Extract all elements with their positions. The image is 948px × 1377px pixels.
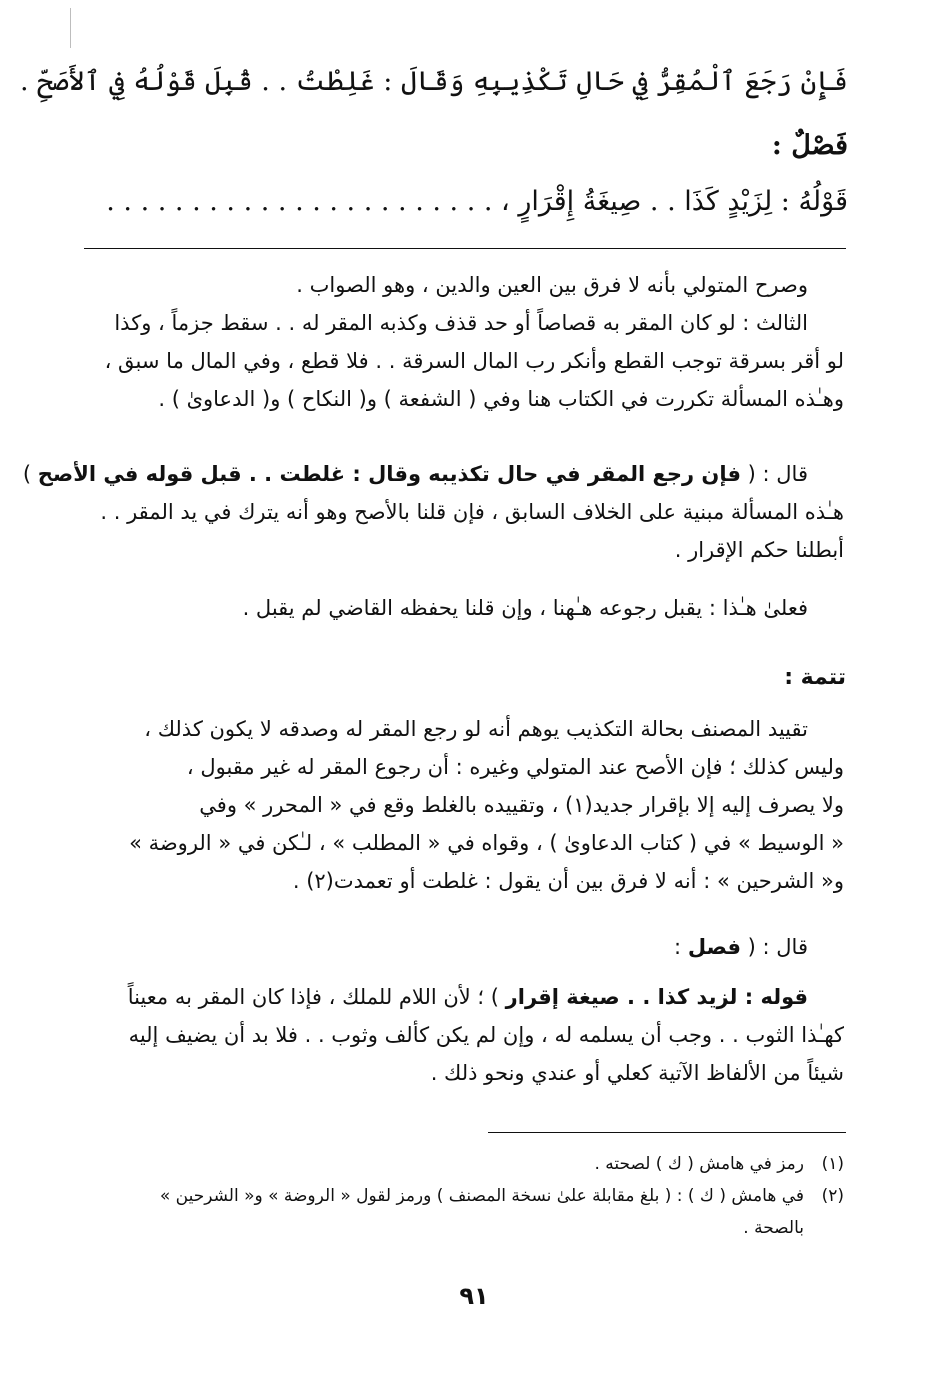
- tatimma-line: « الوسيط » في ( كتاب الدعاوىٰ ) ، وقواه في « المطلب » ، لـٰكن في « الروضة »: [129, 831, 844, 855]
- qawluhu-line: شيئاً من الألفاظ الآتية كعلي أو عندي ونحو ذلك .: [430, 1061, 844, 1085]
- footnote-text: في هامش ( ك ) : ( بلغ مقابلة علىٰ نسخة المصنف ) ورمز لقول « الروضة » و« الشرحين »: [159, 1186, 804, 1206]
- footnote-text: رمز في هامش ( ك ) لصحته .: [594, 1154, 804, 1174]
- footnote-number: (١): [821, 1154, 844, 1174]
- matn-line-3: قَوْلُهُ : لِزَيْدٍ كَذَا . . صِيغَةُ إِقْرَارٍ ، . . . . . . . . . . . . . . . . . . . . . . .: [106, 186, 848, 217]
- footnote-separator-rule: [488, 1132, 846, 1133]
- commentary-line: الثالث : لو كان المقر به قصاصاً أو حد قذف وكذبه المقر له . . سقط جزماً ، وكذا: [114, 311, 808, 335]
- page-edge-mark: [70, 8, 71, 48]
- qala-suffix: ): [22, 462, 38, 486]
- qala-paragraph-2: [74, 928, 844, 966]
- matn-line-1: فَإِنْ رَجَعَ ٱلْمُقِرُّ فِي حَالِ تَكْذِيبِهِ وَقَالَ : غَلِطْتُ . . قُبِلَ قَوْلُهُ فِي ٱلأَصَحِّ .: [19, 66, 848, 97]
- footnotes: [74, 1148, 844, 1244]
- tatimma-line: و« الشرحين » : أنه لا فرق بين أن يقول : غلطت أو تعمدت(٢) .: [292, 869, 844, 893]
- tatimma-line: وليس كذلك ؛ فإن الأصح عند المتولي وغيره : أن رجوع المقر له غير مقبول ،: [186, 755, 844, 779]
- qawluhu-rest: ) ؛ لأن اللام للملك ، فإذا كان المقر به معيناً: [127, 985, 506, 1009]
- footnote-number: (٢): [821, 1186, 844, 1206]
- qala-prefix: قال : (: [741, 462, 808, 486]
- matn-line-2: فَصْلٌ :: [771, 130, 848, 161]
- footnote-2-continuation: بالصحة .: [743, 1218, 804, 1238]
- qala-line: أبطلنا حكم الإقرار .: [674, 538, 844, 562]
- matn-separator-rule: [84, 248, 846, 249]
- page-number: ٩١: [459, 1282, 489, 1310]
- qala-paragraph-1: [22, 455, 844, 569]
- fa-ala-line: فعلىٰ هـٰذا : يقبل رجوعه هـٰهنا ، وإن قلنا يحفظه القاضي لم يقبل .: [242, 596, 808, 620]
- tatimma-paragraph: [74, 710, 844, 900]
- qawluhu-quote: لزيد كذا . . صيغة إقرار: [505, 985, 738, 1009]
- qawluhu-line: كهـٰذا الثوب . . وجب أن يسلمه له ، وإن لم يكن كألف وثوب . . فلا بد أن يضيف إليه: [128, 1023, 844, 1047]
- qala-line: هـٰذه المسألة مبنية على الخلاف السابق ، فإن قلنا بالأصح وهو أنه يترك في يد المقر . .: [100, 500, 844, 524]
- qala-suffix: :: [674, 935, 688, 959]
- footnote-1: [74, 1148, 844, 1180]
- qawluhu-line: [74, 978, 844, 1016]
- commentary-line: وهـٰذه المسألة تكررت في الكتاب هنا وفي ( الشفعة ) و( النكاح ) و( الدعاوىٰ ) .: [158, 387, 844, 411]
- commentary-line: لو أقر بسرقة توجب القطع وأنكر رب المال السرقة . . فلا قطع ، وفي المال ما سبق ،: [104, 349, 844, 373]
- qawluhu-label: قوله :: [737, 985, 808, 1009]
- qala-line: [74, 928, 844, 966]
- footnote-2: [74, 1180, 844, 1212]
- qala-prefix: قال : (: [741, 935, 808, 959]
- tatimma-line: تقييد المصنف بحالة التكذيب يوهم أنه لو رجع المقر له وصدقه لا يكون كذلك ،: [144, 717, 808, 741]
- tatimma-line: ولا يصرف إليه إلا بإقرار جديد(١) ، وتقييده بالغلط وقع في « المحرر » وفي: [199, 793, 844, 817]
- tatimma-heading: تتمة :: [784, 665, 846, 690]
- commentary-line: وصرح المتولي بأنه لا فرق بين العين والدين ، وهو الصواب .: [296, 273, 808, 297]
- commentary-paragraph: [74, 266, 844, 418]
- fa-ala-paragraph: [74, 589, 844, 627]
- qala-quote: فإن رجع المقر في حال تكذيبه وقال : غلطت . . قبل قوله في الأصح: [37, 462, 741, 486]
- qala-line: [22, 455, 844, 493]
- qawluhu-paragraph: [74, 978, 844, 1092]
- qala-quote: فصل: [687, 935, 741, 959]
